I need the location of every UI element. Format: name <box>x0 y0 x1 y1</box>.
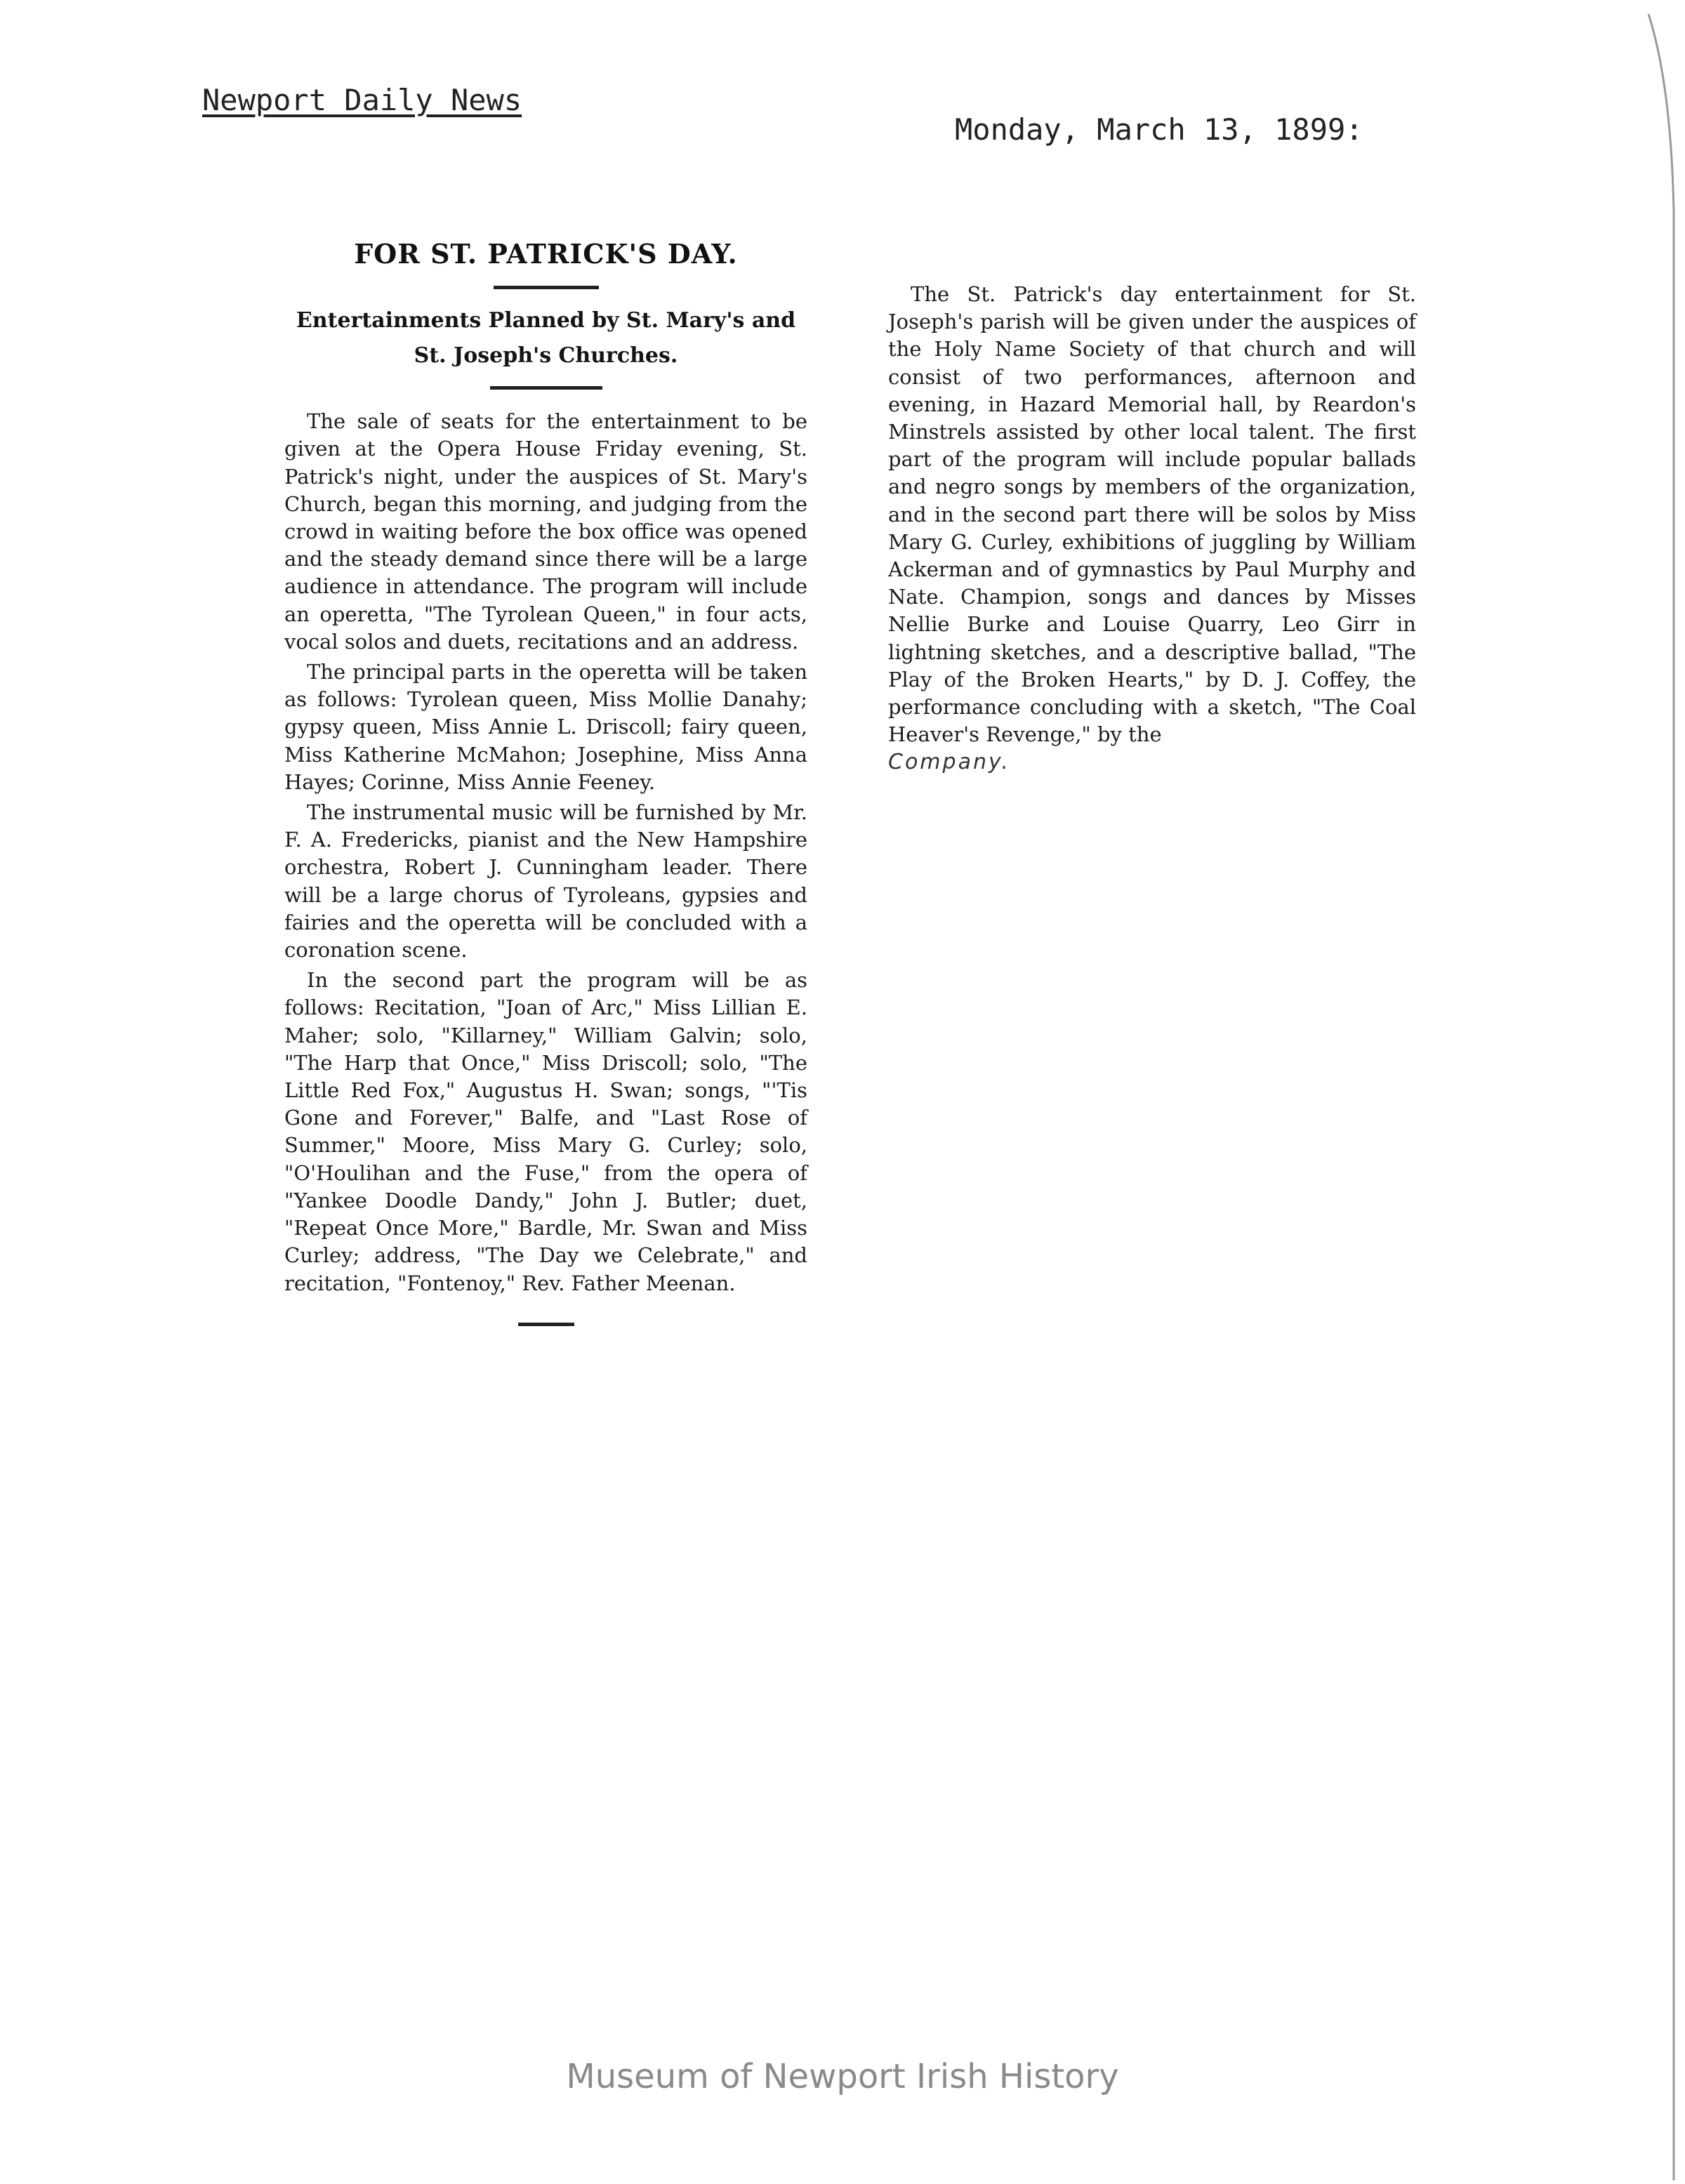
paragraph-instrumental-music: The instrumental music will be furnished by Mr. F. A. Fredericks, pianist and the New Hampshire orchestra, Robert J. Cunningham leader. There will be a large chorus of Tyroleans, gypsies and fairies and the operetta will be concluded with a coronation scene. <box>284 800 807 962</box>
page-edge-line <box>1643 0 1685 2180</box>
newspaper-name: Newport Daily News <box>202 83 522 117</box>
article-end-rule <box>518 1323 574 1326</box>
article-subheadline: Entertainments Planned by St. Mary's and St. Joseph's Churches. <box>296 308 796 369</box>
paragraph-principal-parts: The principal parts in the operetta will be taken as follows: Tyrolean queen, Miss Mollie Danahy; gypsy queen, Miss Annie L. Driscoll; fairy queen, Miss Katherine McMahon; Josephine, Miss Anna Hayes; Corinne, Miss Annie Feeney. <box>284 660 807 794</box>
scanner-page-edge <box>1643 0 1685 2180</box>
headline-rule <box>494 286 599 289</box>
article-left-column <box>284 232 807 1326</box>
paragraph-st-josephs <box>888 281 1416 776</box>
paragraph-seat-sale: The sale of seats for the entertainment to be given at the Opera House Friday evening, St. Patrick's night, under the auspices of St. Mary's Church, began this morning, and judging from the crowd in waiting before the box office was opened and the steady demand since there will be a large audience in attendance. The program will include an operetta, "The Tyrolean Queen," in four acts, vocal solos and duets, recitations and an address. <box>284 409 807 654</box>
museum-credit: Museum of Newport Irish History <box>566 2057 1119 2096</box>
handwritten-annotation: Company. <box>888 750 1010 775</box>
paragraph-st-josephs-text: The St. Patrick's day entertainment for St. Joseph's parish will be given under the auspices of the Holy Name Society of that church and will consist of two performances, afternoon and evening, in Hazard Memorial hall, by Reardon's Minstrels assisted by other local talent. The first part of the program will include popular ballads and negro songs by members of the organization, and in the second part there will be solos by Miss Mary G. Curley, exhibitions of juggling by William Ackerman and of gymnastics by Paul Murphy and Nate. Champion, songs and dances by Misses Nellie Burke and Louise Quarry, Leo Girr in lightning sketches, and a descriptive ballad, "The Play of the Broken Hearts," by D. J. Coffey, the performance concluding with a sketch, "The Coal Heaver's Revenge," by the <box>888 282 1416 747</box>
paragraph-second-part: In the second part the program will be as follows: Recitation, "Joan of Arc," Miss Lillian E. Maher; solo, "Killarney," William Galvin; solo, "The Harp that Once," Miss Driscoll; solo, "The Little Red Fox," Augustus H. Swan; songs, "'Tis Gone and Forever," Balfe, and "Last Rose of Summer," Moore, Miss Mary G. Curley; solo, "O'Houlihan and the Fuse," from the opera of "Yankee Doodle Dandy," John J. Butler; duet, "Repeat Once More," Bardle, Mr. Swan and Miss Curley; address, "The Day we Celebrate," and recitation, "Fontenoy," Rev. Father Meenan. <box>284 968 807 1295</box>
article-right-column <box>888 281 1416 776</box>
article-headline: FOR ST. PATRICK'S DAY. <box>354 238 738 270</box>
publication-date: Monday, March 13, 1899: <box>955 112 1363 147</box>
subheadline-rule <box>490 386 602 390</box>
